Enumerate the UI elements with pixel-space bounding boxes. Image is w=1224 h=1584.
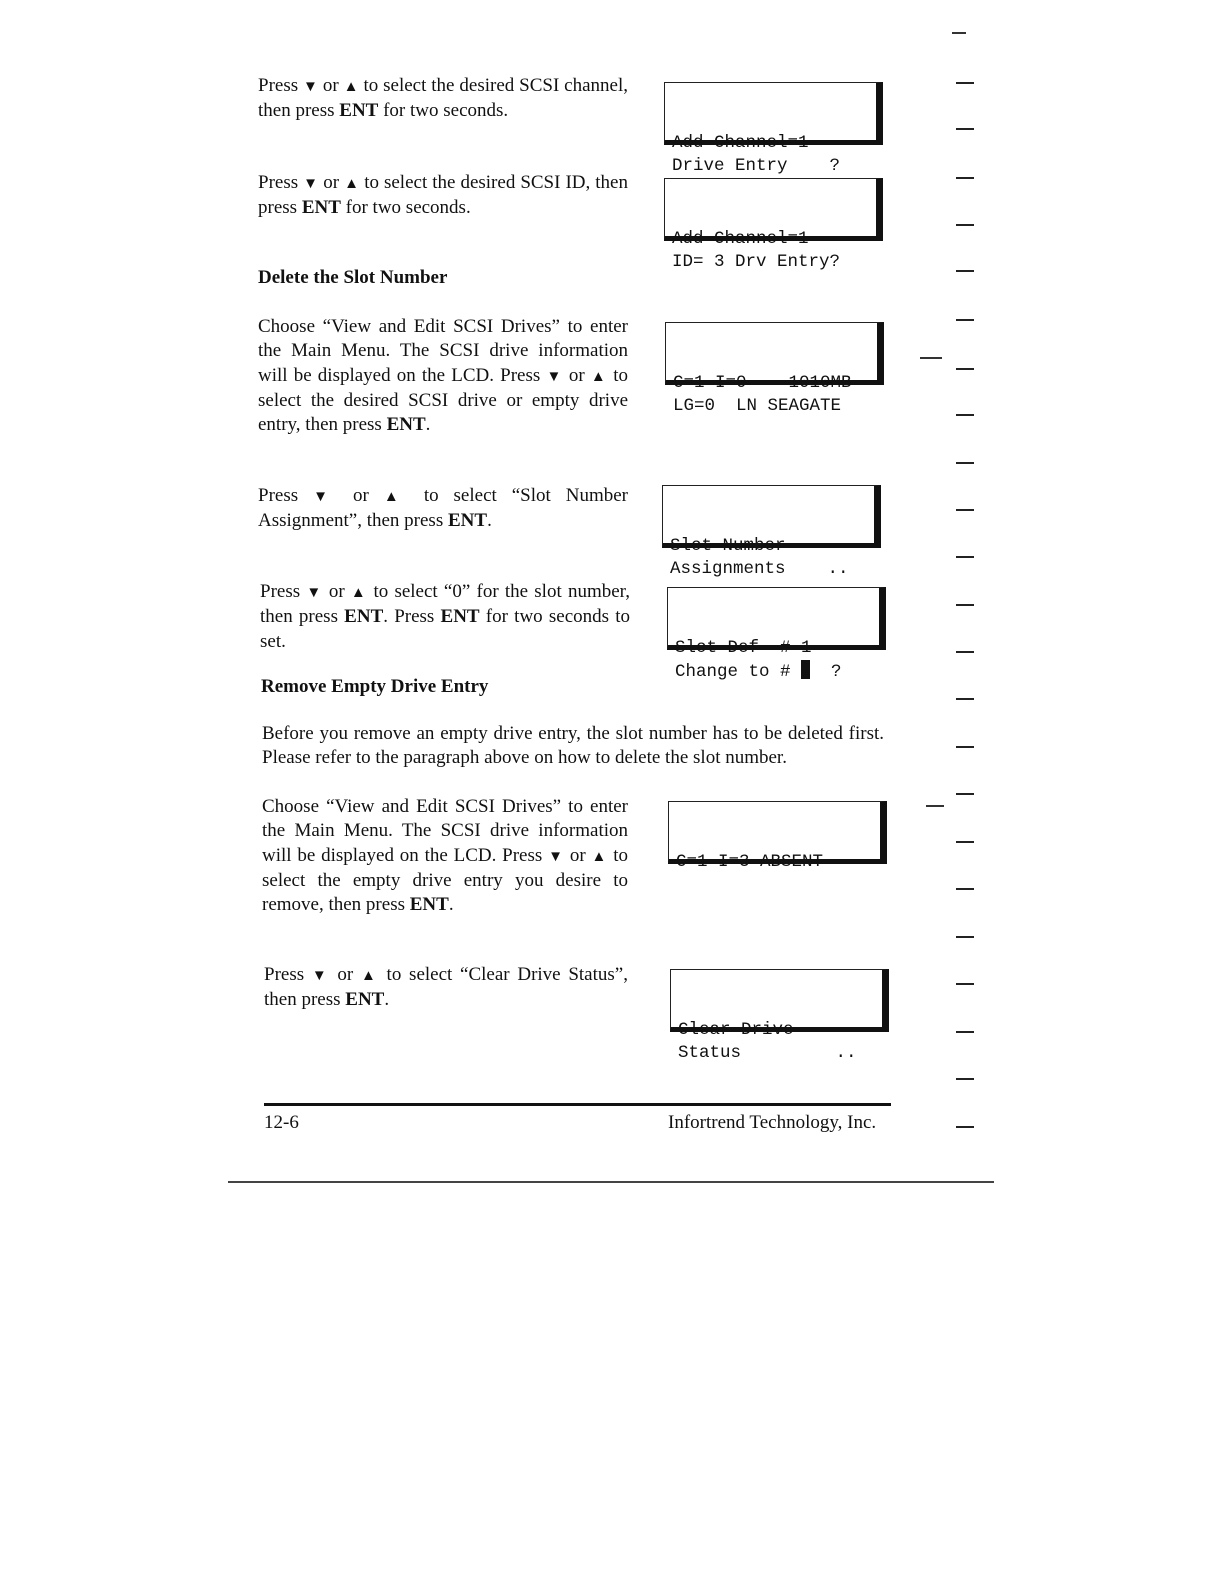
section-heading-delete-slot: Delete the Slot Number [258,267,448,288]
edge-tick [956,841,974,843]
step-4-text: Press ▼ or ▲ to select “Slot Number Assignment”, then press ENT. [258,485,628,532]
step-5-text: Press ▼ or ▲ to select “0” for the slot number, then press ENT. Press ENT for two seconds to set. [260,581,631,652]
page-number: 12-6 [264,1112,299,1133]
edge-tick [956,983,974,985]
edge-tick [956,888,974,890]
edge-tick [956,651,974,653]
edge-tick [956,462,974,464]
up-arrow-icon: ▲ [350,585,368,601]
down-arrow-icon: ▼ [548,848,565,865]
up-arrow-icon: ▲ [344,176,360,192]
lcd-display-slot-def: Slot Def # 1 Change to # ? [667,587,886,650]
remove-intro-text: Before you remove an empty drive entry, the slot number has to be deleted first. Please refer to the paragraph above on how to delete the slot number. [262,723,884,769]
footer-company: Infortrend Technology, Inc. [668,1112,877,1133]
edge-tick [926,805,944,807]
edge-tick [952,32,966,34]
lcd-display-add-id: Add Channel=1 ID= 3 Drv Entry? [664,178,883,241]
lcd-cursor-block [801,660,810,679]
step-2-text: Press ▼ or ▲ to select the desired SCSI ID, then press ENT for two seconds. [258,172,628,219]
lcd-display-absent: C=1 I=3 ABSENT [668,801,887,864]
up-arrow-icon: ▲ [343,79,359,95]
edge-tick [956,746,974,748]
edge-tick [956,319,974,321]
edge-tick [956,1031,974,1033]
edge-tick [956,1078,974,1080]
step-3-text: Choose “View and Edit SCSI Drives” to enter the Main Menu. The SCSI drive information will be displayed on the LCD. Press ▼ or ▲ to select the desired SCSI drive or empty drive entry, then press ENT. [258,316,628,436]
lcd-display-clear-drive-status: Clear Drive Status .. [670,969,889,1032]
step-7-text: Press ▼ or ▲ to select “Clear Drive Status”, then press ENT. [264,964,628,1011]
edge-tick [956,224,974,226]
down-arrow-icon: ▼ [546,368,563,385]
edge-tick [956,1126,974,1128]
edge-tick [956,177,974,179]
page-bottom-rule [228,1181,994,1183]
edge-tick [956,556,974,558]
edge-tick [920,357,942,359]
step-1-text: Press ▼ or ▲ to select the desired SCSI channel, then press ENT for two seconds. [258,75,628,122]
edge-tick [956,368,974,370]
down-arrow-icon: ▼ [311,968,330,984]
down-arrow-icon: ▼ [313,489,339,505]
edge-tick [956,936,974,938]
edge-tick [956,128,974,130]
edge-tick [956,793,974,795]
edge-tick [956,509,974,511]
step-6-text: Choose “View and Edit SCSI Drives” to enter the Main Menu. The SCSI drive information will be displayed on the LCD. Press ▼ or ▲ to select the empty drive entry you desire to remove, then press ENT. [262,796,629,916]
up-arrow-icon: ▲ [383,489,409,505]
lcd-display-drive-info: C=1 I=0 1010MB LG=0 LN SEAGATE [665,322,884,385]
down-arrow-icon: ▼ [306,585,323,601]
lcd-display-slot-number-assignments: Slot Number Assignments .. [662,485,881,548]
edge-tick [956,82,974,84]
edge-tick [956,604,974,606]
up-arrow-icon: ▲ [590,368,608,385]
up-arrow-icon: ▲ [591,848,608,865]
down-arrow-icon: ▼ [303,176,319,192]
edge-tick [956,414,974,416]
edge-tick [956,698,974,700]
down-arrow-icon: ▼ [303,79,318,95]
lcd-display-add-channel: Add Channel=1 Drive Entry ? [664,82,883,145]
footer-rule [264,1103,891,1106]
edge-tick [956,270,974,272]
section-heading-remove-empty: Remove Empty Drive Entry [261,676,489,697]
up-arrow-icon: ▲ [360,968,379,984]
